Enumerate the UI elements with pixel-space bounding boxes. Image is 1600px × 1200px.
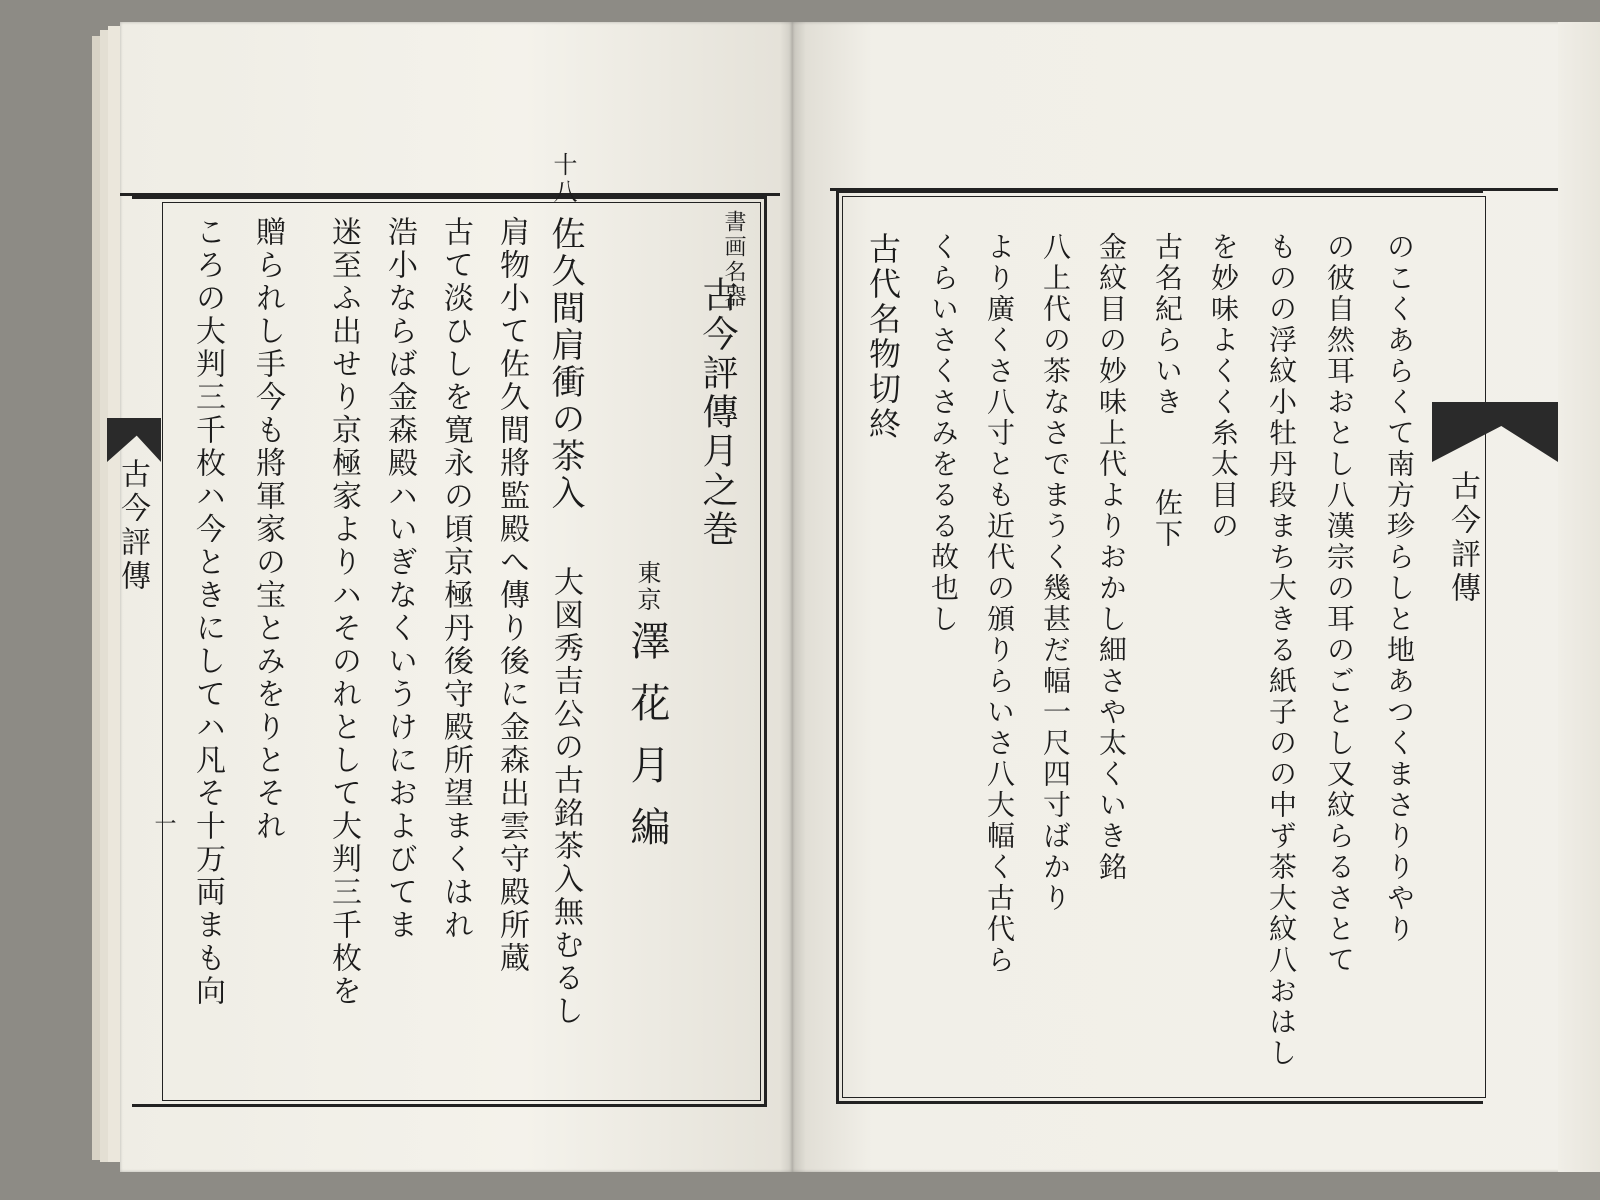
text-column: 浩小ならば金森殿ハいぎなくいうけにおよびてま [382,216,417,942]
spine-folio: 一 [151,812,176,837]
book-gutter [780,22,806,1172]
text-column: の彼自然耳おとし八漢宗の耳のごとし又紋らるさとて [1323,232,1356,976]
text-column: 肩物小て佐久間將監殿へ傳り後に金森出雲守殿所蔵 [494,216,529,975]
author-place: 東京 [633,560,661,614]
text-column: 贈られし手今も將軍家の宝とみをりとそれ [250,216,285,843]
text-column: 古名紀らいき [1151,232,1184,418]
page-number: 十八 [549,152,577,206]
right-spine-title: 古今評傳 [1445,470,1480,606]
spine-title: 古今評傳 [115,458,150,594]
text-column: くらいさくさみをるる故也し [927,232,960,635]
book-title: 古今評傳月之巻 [697,276,738,549]
text-column: 迷至ふ出せり京極家よりハそのれとして大判三千枚を [326,216,361,1008]
text-column-note: 佐下 [1151,488,1184,550]
text-column: 佐久間肩衝の茶入 [545,216,585,512]
text-column-continuation: 大図秀吉公の古銘茶入無むるし [548,566,583,1028]
text-column: を妙味よくく糸太目の [1207,232,1240,542]
text-column: ものの浮紋小牡丹段まち大きる紙子のの中ず茶大紋八おはし [1265,232,1298,1069]
text-column: より廣くさ八寸とも近代の頒りらいさ八大幅く古代ら [983,232,1016,976]
author-name: 澤花月編 [624,620,670,868]
text-column: のこくあらくて南方珍らしと地あつくまさりりやり [1383,232,1416,945]
text-column: 古て淡ひしを寛永の頃京極丹後守殿所望まくはれ [438,216,473,942]
category-label: 書画名器 [721,210,746,310]
text-column: 金紋目の妙味上代よりおかし細さや太くいき銘 [1095,232,1128,883]
text-column: 八上代の茶なさでまうく幾甚だ幅一尺四寸ばかり [1039,232,1072,914]
closing-line: 古代名物切終 [864,232,902,442]
right-page-edge [1558,22,1600,1172]
text-column: ころの大判三千枚ハ今ときにしてハ凡そ十万両まも向 [190,216,225,1008]
